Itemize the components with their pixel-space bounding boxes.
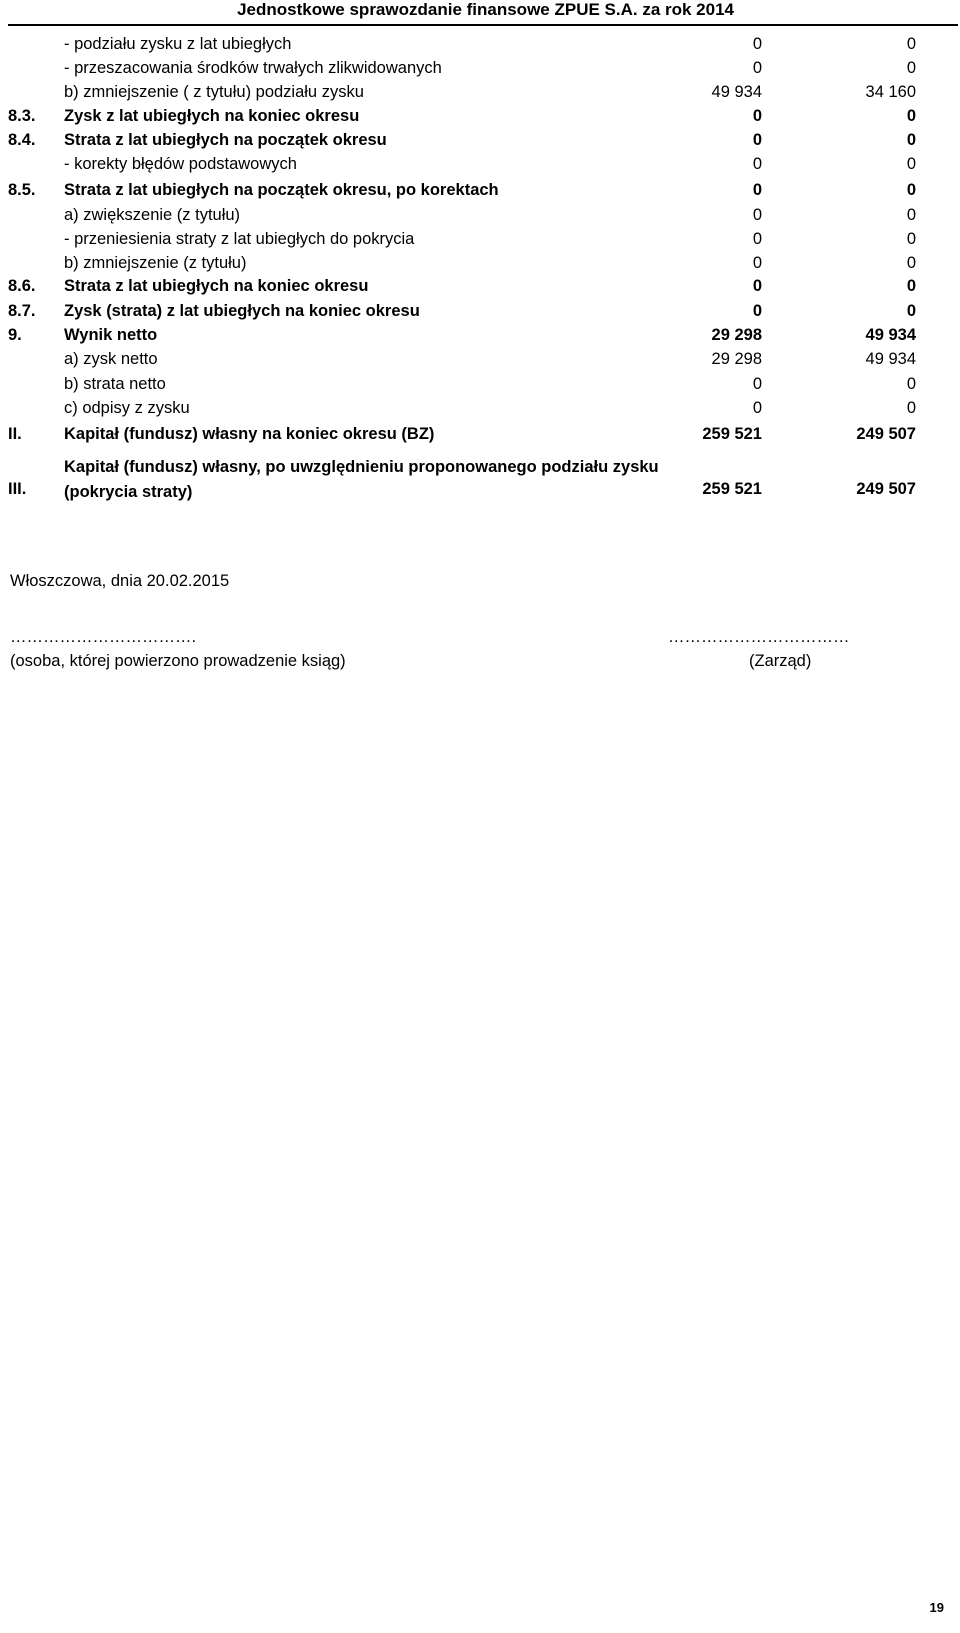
- row-value-current-year: 0: [752, 399, 762, 417]
- row-value-previous-year: 0: [906, 35, 916, 53]
- table-row: [0, 399, 960, 423]
- row-value-previous-year: 0: [906, 107, 916, 125]
- row-value-current-year: 0: [752, 230, 762, 248]
- row-value-previous-year: 49 934: [865, 326, 916, 344]
- row-value-previous-year: 0: [906, 399, 916, 417]
- row-value-previous-year: 0: [906, 230, 916, 248]
- row-value-current-year: 0: [752, 35, 762, 53]
- header-divider: [8, 24, 958, 26]
- row-number: 8.7.: [8, 302, 36, 320]
- row-number: 8.5.: [8, 181, 36, 199]
- row-value-current-year: 0: [752, 302, 762, 320]
- row-value-previous-year: 0: [906, 155, 916, 173]
- row-label: Zysk (strata) z lat ubiegłych na koniec okresu: [64, 302, 420, 320]
- row-label: c) odpisy z zysku: [64, 399, 190, 417]
- row-value-current-year: 0: [752, 131, 762, 149]
- row-number: 8.3.: [8, 107, 36, 125]
- signature-caption-bookkeeper: (osoba, której powierzono prowadzenie ksiąg): [10, 652, 346, 670]
- row-value-current-year: 0: [752, 277, 762, 295]
- row-label: Zysk z lat ubiegłych na koniec okresu: [64, 107, 360, 125]
- row-value-current-year: 0: [752, 59, 762, 77]
- row-value-previous-year: 0: [906, 59, 916, 77]
- table-row: [0, 206, 960, 230]
- row-label: a) zwiększenie (z tytułu): [64, 206, 241, 224]
- row-label: Wynik netto: [64, 326, 158, 344]
- row-value-current-year: 29 298: [711, 326, 762, 344]
- row-label: - korekty błędów podstawowych: [64, 155, 297, 173]
- row-value-previous-year: 0: [906, 131, 916, 149]
- row-value-current-year: 259 521: [702, 425, 762, 443]
- table-row: [0, 302, 960, 326]
- row-value-previous-year: 249 507: [856, 480, 916, 498]
- table-row: [0, 230, 960, 254]
- row-number: III.: [8, 480, 27, 498]
- row-value-current-year: 259 521: [702, 480, 762, 498]
- row-value-previous-year: 0: [906, 302, 916, 320]
- table-row: [0, 155, 960, 179]
- table-row: [0, 350, 960, 374]
- table-row: [0, 35, 960, 59]
- row-value-current-year: 0: [752, 107, 762, 125]
- row-value-previous-year: 249 507: [856, 425, 916, 443]
- table-row: [0, 59, 960, 83]
- row-value-previous-year: 0: [906, 206, 916, 224]
- row-number: II.: [8, 425, 22, 443]
- row-value-previous-year: 0: [906, 375, 916, 393]
- place-and-date: Włoszczowa, dnia 20.02.2015: [10, 572, 230, 590]
- table-row: [0, 83, 960, 107]
- row-value-previous-year: 0: [906, 254, 916, 272]
- table-row: [0, 131, 960, 155]
- row-value-previous-year: 0: [906, 277, 916, 295]
- row-label: Strata z lat ubiegłych na koniec okresu: [64, 277, 369, 295]
- row-value-current-year: 0: [752, 155, 762, 173]
- row-value-current-year: 29 298: [711, 350, 762, 368]
- document-header-title: Jednostkowe sprawozdanie finansowe ZPUE S.A. za rok 2014: [237, 0, 734, 19]
- signature-line-right: ……………………………: [668, 628, 850, 646]
- row-value-current-year: 0: [752, 375, 762, 393]
- row-label: - przeszacowania środków trwałych zlikwidowanych: [64, 59, 442, 77]
- row-label: Strata z lat ubiegłych na początek okresu, po korektach: [64, 181, 499, 199]
- row-label: - podziału zysku z lat ubiegłych: [64, 35, 292, 53]
- row-label: - przeniesienia straty z lat ubiegłych do pokrycia: [64, 230, 415, 248]
- row-number: 8.4.: [8, 131, 36, 149]
- row-value-current-year: 0: [752, 206, 762, 224]
- row-label: Strata z lat ubiegłych na początek okresu: [64, 131, 387, 149]
- table-row: [0, 181, 960, 205]
- signature-line-left: …………………………….: [10, 628, 197, 646]
- table-row: [0, 375, 960, 399]
- table-row: [0, 254, 960, 278]
- table-row: [0, 107, 960, 131]
- table-row: [0, 277, 960, 301]
- row-label: b) zmniejszenie ( z tytułu) podziału zysku: [64, 83, 364, 101]
- table-row-total-equity-after-distribution: [0, 455, 960, 505]
- row-value-previous-year: 49 934: [865, 350, 916, 368]
- page-number: 19: [929, 1600, 944, 1615]
- row-number: 9.: [8, 326, 22, 344]
- row-value-current-year: 49 934: [711, 83, 762, 101]
- signature-caption-board: (Zarząd): [749, 652, 812, 670]
- table-row: [0, 425, 960, 449]
- row-label: b) strata netto: [64, 375, 166, 393]
- row-label: a) zysk netto: [64, 350, 158, 368]
- row-label: Kapitał (fundusz) własny na koniec okresu (BZ): [64, 425, 435, 443]
- row-value-current-year: 0: [752, 181, 762, 199]
- row-value-previous-year: 0: [906, 181, 916, 199]
- row-label: b) zmniejszenie (z tytułu): [64, 254, 247, 272]
- row-label: Kapitał (fundusz) własny, po uwzględnieniu proponowanego podziału zysku (pokrycia straty): [64, 458, 659, 501]
- row-value-current-year: 0: [752, 254, 762, 272]
- row-value-previous-year: 34 160: [865, 83, 916, 101]
- row-number: 8.6.: [8, 277, 36, 295]
- table-row: [0, 326, 960, 350]
